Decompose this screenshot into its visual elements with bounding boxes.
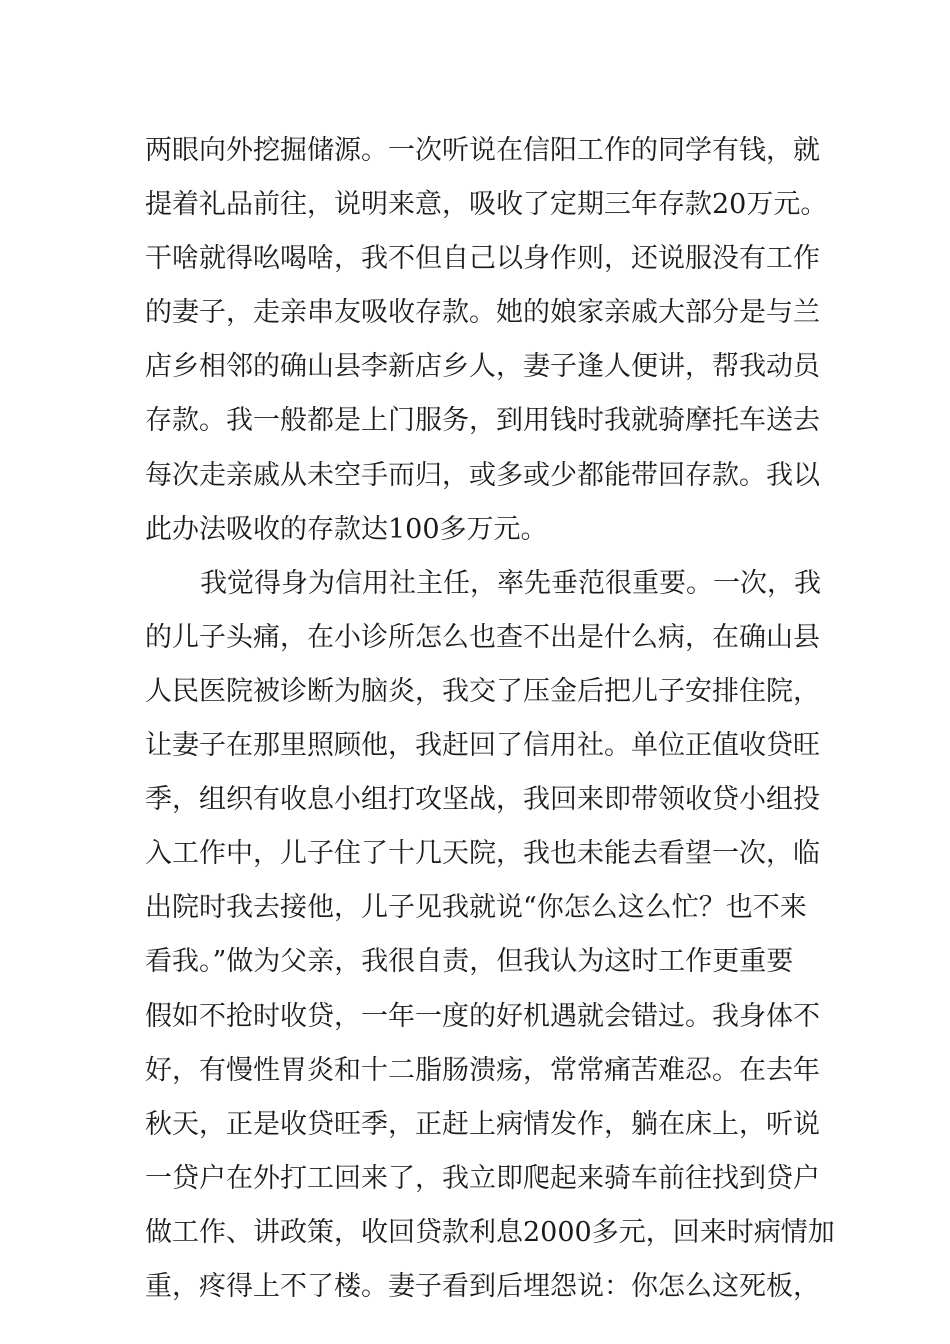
text-line: 季，组织有收息小组打攻坚战，我回来即带领收贷小组投 [145,784,820,816]
text-line: 的妻子，走亲串友吸收存款。她的娘家亲戚大部分是与兰 [145,297,820,329]
text-line: 做工作、讲政策，收回贷款利息2000多元，回来时病情加 [145,1216,835,1248]
text-line: 干啥就得吆喝啥，我不但自己以身作则，还说服没有工作 [145,243,820,275]
text-line: 看我。”做为父亲，我很自责，但我认为这时工作更重要 [145,946,794,978]
text-line: 两眼向外挖掘储源。一次听说在信阳工作的同学有钱，就 [145,135,820,166]
text-line: 存款。我一般都是上门服务，到用钱时我就骑摩托车送去 [145,405,820,437]
text-line: 此办法吸收的存款达100多万元。 [145,513,548,545]
paragraph-first-line: 我觉得身为信用社主任，率先垂范很重要。一次，我 [200,567,821,599]
text-line: 重，疼得上不了楼。妻子看到后埋怨说：你怎么这死板， [145,1270,820,1302]
text-line: 让妻子在那里照顾他，我赶回了信用社。单位正值收贷旺 [145,730,820,762]
text-line: 好，有慢性胃炎和十二脂肠溃疡，常常痛苦难忍。在去年 [145,1054,820,1086]
body-text [145,124,835,1314]
text-line: 的儿子头痛，在小诊所怎么也查不出是什么病，在确山县 [145,621,820,653]
text-line: 提着礼品前往，说明来意，吸收了定期三年存款20万元。 [145,189,828,221]
text-line: 出院时我去接他，儿子见我就说“你怎么这么忙？也不来 [145,892,807,924]
text-line: 假如不抢时收贷，一年一度的好机遇就会错过。我身体不 [145,1000,820,1032]
text-line: 一贷户在外打工回来了，我立即爬起来骑车前往找到贷户 [145,1162,820,1194]
text-line: 人民医院被诊断为脑炎，我交了压金后把儿子安排住院， [145,675,820,707]
text-line: 每次走亲戚从未空手而归，或多或少都能带回存款。我以 [145,459,820,491]
text-line: 入工作中，儿子住了十几天院，我也未能去看望一次，临 [145,838,820,870]
text-line: 店乡相邻的确山县李新店乡人，妻子逢人便讲，帮我动员 [145,351,820,383]
text-line: 秋天，正是收贷旺季，正赶上病情发作，躺在床上，听说 [145,1108,820,1140]
